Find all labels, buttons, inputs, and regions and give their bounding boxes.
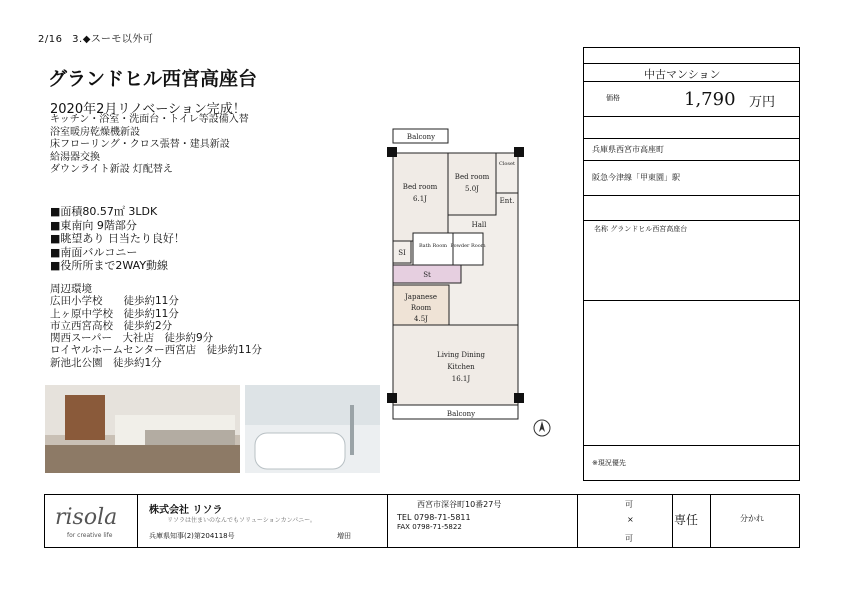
balcony-bottom-label: Balcony <box>446 410 476 418</box>
footer-company-cell <box>137 495 388 547</box>
hall-label: Hall <box>471 221 487 229</box>
footer-contact-cell <box>387 495 578 547</box>
feature-item: 床フローリング・クロス張替・建具新設 <box>50 139 230 150</box>
environment-list <box>50 283 262 369</box>
japanese-size: 4.5J <box>414 315 428 323</box>
price-value: 1,790 <box>684 89 736 110</box>
living-room-photo <box>45 385 240 473</box>
sheet-header-row <box>584 48 799 64</box>
environment-item: ロイヤルホームセンター西宮店 徒歩約11分 <box>50 344 263 357</box>
company-name: 株式会社 リソラ <box>149 505 223 516</box>
photo-strip <box>45 385 380 473</box>
agent-name: 増田 <box>337 532 351 540</box>
sheet-grid-block <box>584 300 799 446</box>
bed1-size: 6.1J <box>413 195 427 203</box>
kitchen-label: Kitchen <box>447 363 475 371</box>
media-x: × <box>627 515 634 524</box>
closet-label: Closet <box>499 161 515 167</box>
bed1-label: Bed room <box>402 183 438 191</box>
property-type: 中古マンション <box>644 68 721 81</box>
station-text: 阪急今津線「甲東園」駅 <box>592 173 680 182</box>
page-header <box>38 30 153 45</box>
feature-item: ダウンライト新設 灯配替え <box>50 164 173 175</box>
spec-item: ■眺望あり 日当たり良好！ <box>50 232 185 245</box>
compass-icon <box>532 418 552 438</box>
environment-item: 広田小学校 徒歩約11分 <box>50 295 179 308</box>
footer-contract-cell <box>672 495 711 547</box>
property-title: グランドヒル西宮高座台 <box>48 68 258 90</box>
japanese-room-label: Room <box>410 304 432 312</box>
feature-list <box>50 114 249 177</box>
media-ahome: 可 <box>625 534 633 543</box>
footer-media-cell <box>577 495 673 547</box>
footer-brand-cell <box>45 495 138 547</box>
address-text: 兵庫県西宮市高座町 <box>592 145 664 154</box>
renovation-text: 2020年2月リノベーション完成！ <box>50 102 246 117</box>
page-number: 2/16 <box>38 34 63 45</box>
spec-item: ■東南向 9階部分 <box>50 218 137 232</box>
bed2-size: 5.0J <box>465 185 479 193</box>
company-tel: TEL 0798-71-5811 <box>397 513 471 522</box>
bed2-label: Bed room <box>454 173 490 181</box>
living-label: Living Dining <box>437 351 485 359</box>
sheet-station-row <box>584 160 799 196</box>
powder-label: Powder Room <box>450 243 486 249</box>
feature-item: 浴室暖房乾燥機新設 <box>50 126 140 138</box>
st-label: St <box>423 271 431 279</box>
brand-logo: risola <box>55 505 118 530</box>
sheet-address-row <box>584 138 799 161</box>
header-item: 3.◆スーモ以外可 <box>72 34 154 45</box>
company-tagline: リソラは住まいのなんでもソリューションカンパニー。 <box>167 517 316 524</box>
price-unit: 万円 <box>749 95 776 110</box>
entrance-label: Ent. <box>499 197 515 205</box>
license-text: 兵庫県知事(2)第204118号 <box>149 532 235 540</box>
feature-item: キッチン・浴室・洗面台・トイレ等設備入替 <box>50 114 249 125</box>
sheet-note: ※現況優先 <box>592 459 626 467</box>
commission-split: 分かれ <box>740 514 764 523</box>
company-address: 西宮市深谷町10番27号 <box>417 500 502 509</box>
environment-item: 周辺環境 <box>50 283 92 295</box>
sheet-misc-row <box>584 195 799 221</box>
sheet-detail-row <box>584 116 799 139</box>
environment-item: 関西スーパー 大社店 徒歩約9分 <box>50 332 214 345</box>
building-name: 名称 グランドヒル西宮高座台 <box>594 225 688 233</box>
feature-item: 給湯器交換 <box>50 151 100 163</box>
footer-band <box>44 494 800 548</box>
property-sheet <box>583 47 800 481</box>
price-label: 価格 <box>606 94 620 102</box>
bath-label: Bath Room <box>418 243 448 249</box>
japanese-label: Japanese <box>404 293 438 301</box>
spec-item: ■面積80.57㎡ 3LDK <box>50 205 158 218</box>
spec-item: ■役所所まで2WAY動線 <box>50 259 169 272</box>
spec-list <box>50 205 185 273</box>
sheet-building-row <box>584 220 799 301</box>
si-label: SI <box>398 249 406 257</box>
spec-item: ■南面バルコニー <box>50 245 138 259</box>
footer-split-cell <box>710 495 799 547</box>
contract-type: 専任 <box>674 513 699 527</box>
floor-plan <box>383 123 548 441</box>
bathroom-photo <box>245 385 380 473</box>
media-suumo: 可 <box>625 500 633 509</box>
company-fax: FAX 0798-71-5822 <box>397 523 462 531</box>
environment-item: 上ヶ原中学校 徒歩約11分 <box>50 307 179 320</box>
balcony-top-label: Balcony <box>406 133 436 141</box>
environment-item: 新池北公園 徒歩約1分 <box>50 356 162 369</box>
sheet-type-row <box>584 63 799 82</box>
living-size: 16.1J <box>451 375 471 383</box>
brand-tagline: for creative life <box>67 532 113 539</box>
sheet-price-row <box>584 81 799 117</box>
environment-item: 市立西宮高校 徒歩約2分 <box>50 319 173 332</box>
